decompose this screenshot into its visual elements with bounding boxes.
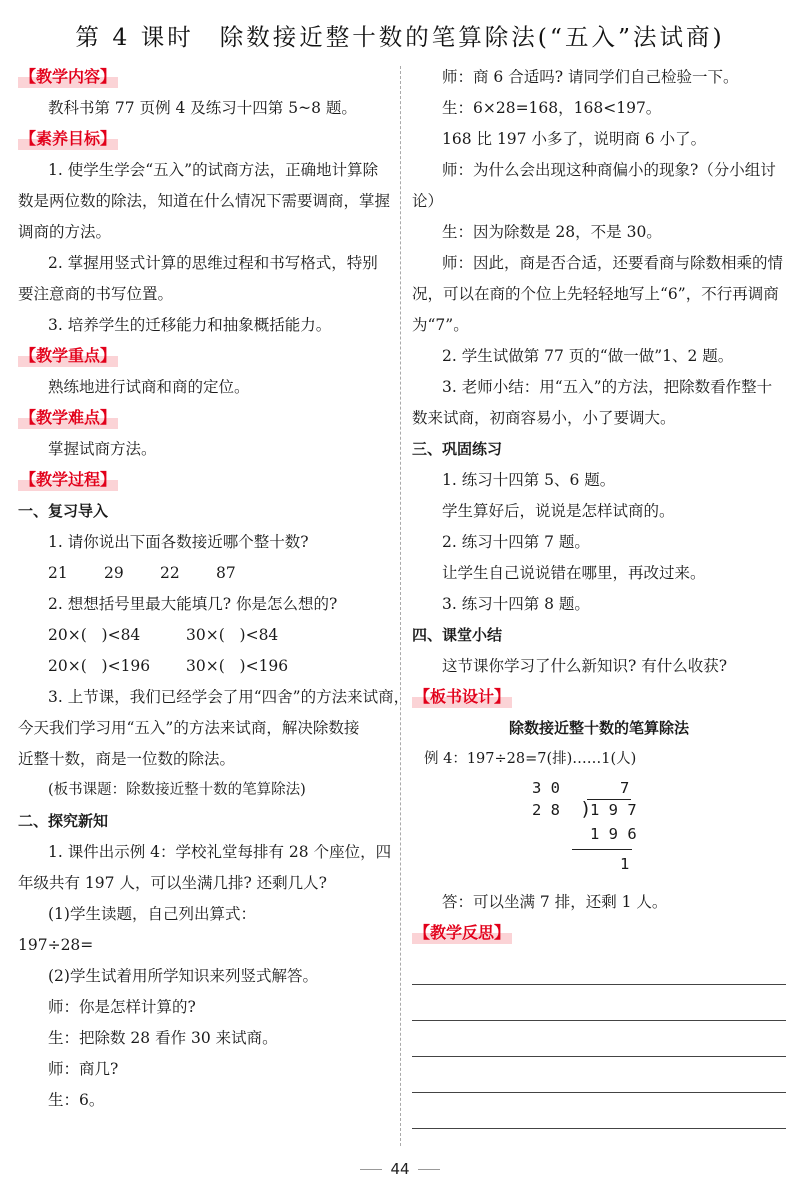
- goal-2-line-b: 要注意商的书写位置。: [18, 285, 174, 303]
- example-1-line-b: 年级共有 197 人，可以坐满几排? 还剩几人?: [18, 874, 327, 892]
- consolidate-item: 3. 练习十四第 8 题。: [442, 595, 590, 613]
- question-2-row-2: [18, 651, 390, 682]
- dialogue-line: 生：把除数 28 看作 30 来试商。: [48, 1029, 278, 1047]
- division-bracket: ): [580, 798, 592, 820]
- num-item: 21: [48, 564, 68, 582]
- footer-dash-right: [418, 1169, 440, 1170]
- lesson-topic: 除数接近整十数的笔算除法(“五入”法试商): [219, 23, 725, 51]
- reflection-writing-line: [412, 1021, 786, 1057]
- tag-board-design: 【板书设计】: [414, 687, 511, 706]
- difficult-point-text: 掌握试商方法。: [48, 440, 157, 458]
- dialogue-line: 生：6×28=168，168<197。: [442, 99, 662, 117]
- division-bar: [587, 799, 631, 800]
- reflection-writing-line: [412, 985, 786, 1021]
- goal-3: 3. 培养学生的迁移能力和抽象概括能力。: [48, 316, 332, 334]
- question-2-row-1: [18, 620, 390, 651]
- subtraction-line: [572, 849, 632, 850]
- num-item: 87: [216, 564, 236, 582]
- reflection-writing-line: [412, 1057, 786, 1093]
- dialogue-line: 师：为什么会出现这种商偏小的现象?（分小组讨: [442, 161, 776, 179]
- page-number: 44: [390, 1160, 410, 1178]
- tag-teaching-process: 【教学过程】: [20, 470, 117, 489]
- long-division: [412, 775, 786, 895]
- reflection-writing-line: [412, 949, 786, 985]
- dialogue-line: 师：商 6 合适吗? 请同学们自己检验一下。: [442, 68, 739, 86]
- consolidate-item: 让学生自己说说错在哪里，再改过来。: [442, 564, 706, 582]
- question-1: 1. 请你说出下面各数接近哪个整十数?: [48, 533, 309, 551]
- section-consolidate: 三、巩固练习: [412, 440, 503, 458]
- lesson-label: 第 4 课时: [75, 23, 194, 51]
- section-class-summary: 四、课堂小结: [412, 626, 503, 644]
- section-explore: 二、探究新知: [18, 812, 109, 830]
- inequality: 30×( )<84: [186, 626, 279, 644]
- inequality: 20×( )<84: [48, 626, 141, 644]
- tag-key-point: 【教学重点】: [20, 346, 117, 365]
- question-3-line-b: 今天我们学习用“五入”的方法来试商，解决除数接: [18, 719, 360, 737]
- consolidate-item: 1. 练习十四第 5、6 题。: [442, 471, 616, 489]
- question-1-numbers: [18, 558, 390, 589]
- summary-line-b: 数来试商，初商容易小，小了要调大。: [412, 409, 676, 427]
- tag-goals: 【素养目标】: [20, 129, 117, 148]
- tag-reflection: 【教学反思】: [414, 923, 511, 942]
- estimate-divisor: 3 0: [532, 779, 560, 797]
- tag-difficult-point: 【教学难点】: [20, 408, 117, 427]
- section-review-intro: 一、复习导入: [18, 502, 109, 520]
- footer-dash-left: [360, 1169, 382, 1170]
- summary-line-a: 3. 老师小结：用“五入”的方法，把除数看作整十: [442, 378, 773, 396]
- goal-2-line-a: 2. 掌握用竖式计算的思维过程和书写格式，特别: [48, 254, 378, 272]
- dialogue-line: 论）: [412, 192, 444, 210]
- board-answer: 答：可以坐满 7 排，还剩 1 人。: [442, 893, 668, 911]
- inequality: 30×( )<196: [186, 657, 289, 675]
- column-divider: [400, 66, 401, 1146]
- dialogue-line: 况，可以在商的个位上先轻轻地写上“6”，不行再调商: [412, 285, 779, 303]
- dialogue-line: 师：因此，商是否合适，还要看商与除数相乘的情: [442, 254, 784, 272]
- goal-1-line-b: 数是两位数的除法，知道在什么情况下需要调商，掌握: [18, 192, 391, 210]
- example-formula: 197÷28=: [18, 936, 94, 954]
- dialogue-line: 师：商几?: [48, 1060, 119, 1078]
- num-item: 22: [160, 564, 180, 582]
- left-column: [18, 62, 410, 1116]
- question-3-line-a: 3. 上节课，我们已经学会了用“四舍”的方法来试商，: [48, 688, 410, 706]
- quotient: 7: [620, 779, 630, 797]
- example-step-1: (1)学生读题，自己列出算式：: [48, 905, 256, 923]
- goal-1-line-c: 调商的方法。: [18, 223, 112, 241]
- dialogue-line: 168 比 197 小多了，说明商 6 小了。: [442, 130, 707, 148]
- class-summary-text: 这节课你学习了什么新知识? 有什么收获?: [442, 657, 728, 675]
- question-3-line-c: 近整十数，商是一位数的除法。: [18, 750, 236, 768]
- dialogue-line: 生：6。: [48, 1091, 105, 1109]
- content-text: 教科书第 77 页例 4 及练习十四第 5~8 题。: [48, 99, 357, 117]
- consolidate-item: 2. 练习十四第 7 题。: [442, 533, 590, 551]
- example-step-2: (2)学生试着用所学知识来列竖式解答。: [48, 967, 318, 985]
- dialogue-line: 师：你是怎样计算的?: [48, 998, 196, 1016]
- board-topic-note: (板书课题：除数接近整十数的笔算除法): [48, 782, 306, 798]
- board-example: 例 4：197÷28=7(排)……1(人): [424, 751, 637, 767]
- dividend: 1 9 7: [590, 801, 637, 819]
- right-column: [412, 62, 786, 1129]
- reflection-writing-line: [412, 1093, 786, 1129]
- dialogue-line: 生：因为除数是 28，不是 30。: [442, 223, 662, 241]
- key-point-text: 熟练地进行试商和商的定位。: [48, 378, 250, 396]
- dialogue-line: 为“7”。: [412, 316, 469, 334]
- tag-teaching-content: 【教学内容】: [20, 67, 117, 86]
- goal-1-line-a: 1. 使学生学会“五入”的试商方法，正确地计算除: [48, 161, 379, 179]
- board-title: 除数接近整十数的笔算除法: [508, 719, 689, 737]
- remainder: 1: [620, 855, 630, 873]
- practice-step: 2. 学生试做第 77 页的“做一做”1、2 题。: [442, 347, 734, 365]
- example-1-line-a: 1. 课件出示例 4：学校礼堂每排有 28 个座位，四: [48, 843, 392, 861]
- product: 1 9 6: [590, 825, 637, 843]
- question-2: 2. 想想括号里最大能填几? 你是怎么想的?: [48, 595, 338, 613]
- inequality: 20×( )<196: [48, 657, 151, 675]
- divisor: 2 8: [532, 801, 560, 819]
- page-title: [0, 18, 800, 52]
- num-item: 29: [104, 564, 124, 582]
- consolidate-item: 学生算好后，说说是怎样试商的。: [442, 502, 675, 520]
- page-footer: [0, 1160, 800, 1178]
